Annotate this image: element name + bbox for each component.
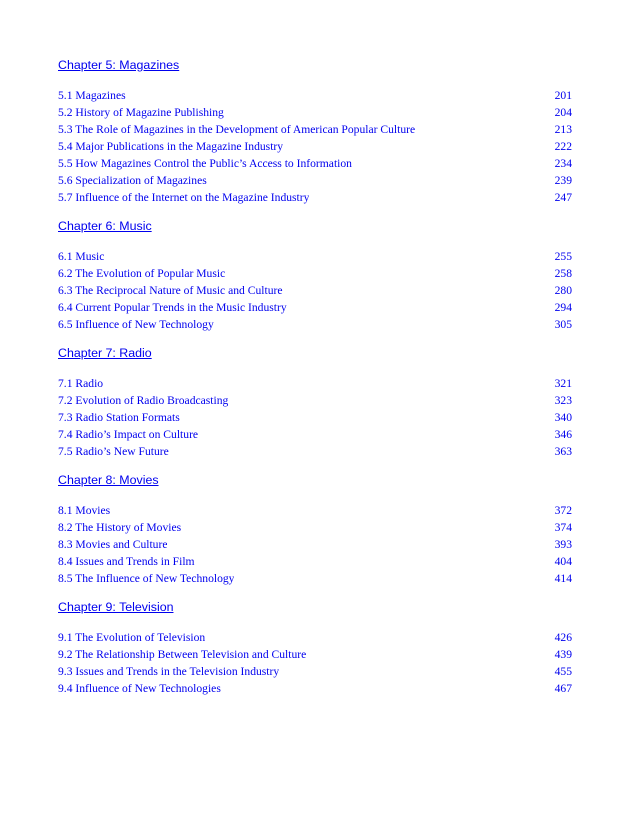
toc-entry-title[interactable]: 7.4 Radio’s Impact on Culture (58, 428, 199, 441)
toc-entry-page[interactable]: 222 (554, 140, 572, 153)
toc-entry-title[interactable]: 7.5 Radio’s New Future (58, 445, 169, 458)
toc-entry[interactable] (58, 409, 572, 426)
toc-entry-title[interactable]: 6.1 Music (58, 250, 105, 263)
toc-entry[interactable] (58, 553, 572, 570)
toc-entry-title[interactable]: 6.5 Influence of New Technology (58, 318, 214, 331)
toc-entry[interactable] (58, 121, 572, 138)
toc-entry-page[interactable]: 393 (554, 538, 572, 551)
toc-entry-title[interactable]: 5.3 The Role of Magazines in the Development of American Popular Culture (58, 123, 416, 136)
toc-entry[interactable] (58, 138, 572, 155)
toc-entry-page[interactable]: 213 (554, 123, 572, 136)
toc-entry-page[interactable]: 305 (554, 318, 572, 331)
toc-entry[interactable] (58, 443, 572, 460)
toc-entry[interactable] (58, 104, 572, 121)
chapter-heading-link[interactable]: Chapter 5: Magazines (58, 58, 180, 72)
toc-entry-page[interactable]: 294 (554, 301, 572, 314)
toc-entry-title[interactable]: 5.5 How Magazines Control the Public’s Access to Information (58, 157, 352, 170)
toc-entry-page[interactable]: 426 (554, 631, 572, 644)
toc-entry-title[interactable]: 6.2 The Evolution of Popular Music (58, 267, 226, 280)
toc-entry-page[interactable]: 321 (554, 377, 572, 390)
toc-entry-page[interactable]: 323 (554, 394, 572, 407)
toc-entry[interactable] (58, 663, 572, 680)
toc-entry[interactable] (58, 375, 572, 392)
toc-entry-title[interactable]: 9.4 Influence of New Technologies (58, 682, 221, 695)
toc-entry-title[interactable]: 5.2 History of Magazine Publishing (58, 106, 224, 119)
toc-entry-title[interactable]: 5.6 Specialization of Magazines (58, 174, 207, 187)
toc-entry-page[interactable]: 414 (554, 572, 572, 585)
toc-entry-page[interactable]: 204 (554, 106, 572, 119)
toc-entry-page[interactable]: 404 (554, 555, 572, 568)
chapter-heading-link[interactable]: Chapter 6: Music (58, 219, 152, 233)
toc-entry[interactable] (58, 629, 572, 646)
toc-entry-page[interactable]: 239 (554, 174, 572, 187)
toc-entry[interactable] (58, 536, 572, 553)
toc-entry-title[interactable]: 8.5 The Influence of New Technology (58, 572, 235, 585)
toc-entry-page[interactable]: 346 (554, 428, 572, 441)
toc-entry-page[interactable]: 247 (554, 191, 572, 204)
toc-entry[interactable] (58, 426, 572, 443)
toc-entry-page[interactable]: 280 (554, 284, 572, 297)
toc-entry[interactable] (58, 87, 572, 104)
toc-entry-title[interactable]: 6.3 The Reciprocal Nature of Music and Culture (58, 284, 283, 297)
toc-entry[interactable] (58, 172, 572, 189)
toc-entry[interactable] (58, 502, 572, 519)
chapter-heading-link[interactable]: Chapter 9: Television (58, 600, 174, 614)
toc-entry[interactable] (58, 189, 572, 206)
toc-entry[interactable] (58, 519, 572, 536)
table-of-contents (58, 57, 572, 697)
toc-entry-title[interactable]: 5.7 Influence of the Internet on the Magazine Industry (58, 191, 310, 204)
toc-entry-title[interactable]: 9.3 Issues and Trends in the Television Industry (58, 665, 280, 678)
toc-entry-page[interactable]: 234 (554, 157, 572, 170)
toc-entry-page[interactable]: 258 (554, 267, 572, 280)
toc-entry-page[interactable]: 363 (554, 445, 572, 458)
toc-entry[interactable] (58, 570, 572, 587)
toc-entry[interactable] (58, 248, 572, 265)
toc-entry[interactable] (58, 299, 572, 316)
toc-entry-title[interactable]: 9.1 The Evolution of Television (58, 631, 206, 644)
toc-entry-title[interactable]: 7.3 Radio Station Formats (58, 411, 180, 424)
chapter-section (58, 218, 572, 333)
chapter-section (58, 472, 572, 587)
toc-entry[interactable] (58, 392, 572, 409)
toc-entry[interactable] (58, 646, 572, 663)
chapter-section (58, 345, 572, 460)
toc-entry-title[interactable]: 8.3 Movies and Culture (58, 538, 168, 551)
toc-entry[interactable] (58, 155, 572, 172)
toc-entry-title[interactable]: 6.4 Current Popular Trends in the Music Industry (58, 301, 287, 314)
toc-entry-title[interactable]: 9.2 The Relationship Between Television and Culture (58, 648, 307, 661)
toc-entry[interactable] (58, 680, 572, 697)
chapter-heading-link[interactable]: Chapter 8: Movies (58, 473, 159, 487)
toc-entry-title[interactable]: 8.2 The History of Movies (58, 521, 182, 534)
toc-entry-title[interactable]: 5.1 Magazines (58, 89, 126, 102)
toc-entry-title[interactable]: 5.4 Major Publications in the Magazine Industry (58, 140, 284, 153)
toc-entry-title[interactable]: 8.4 Issues and Trends in Film (58, 555, 195, 568)
toc-entry[interactable] (58, 282, 572, 299)
chapter-heading-link[interactable]: Chapter 7: Radio (58, 346, 152, 360)
toc-entry-page[interactable]: 467 (554, 682, 572, 695)
toc-entry[interactable] (58, 265, 572, 282)
toc-entry-title[interactable]: 8.1 Movies (58, 504, 111, 517)
toc-entry-title[interactable]: 7.1 Radio (58, 377, 104, 390)
toc-entry-page[interactable]: 340 (554, 411, 572, 424)
chapter-section (58, 599, 572, 697)
toc-entry-page[interactable]: 372 (554, 504, 572, 517)
chapter-section (58, 57, 572, 206)
toc-entry-page[interactable]: 455 (554, 665, 572, 678)
toc-entry-title[interactable]: 7.2 Evolution of Radio Broadcasting (58, 394, 229, 407)
toc-entry-page[interactable]: 201 (554, 89, 572, 102)
toc-entry-page[interactable]: 255 (554, 250, 572, 263)
toc-entry-page[interactable]: 374 (554, 521, 572, 534)
toc-entry-page[interactable]: 439 (554, 648, 572, 661)
toc-entry[interactable] (58, 316, 572, 333)
